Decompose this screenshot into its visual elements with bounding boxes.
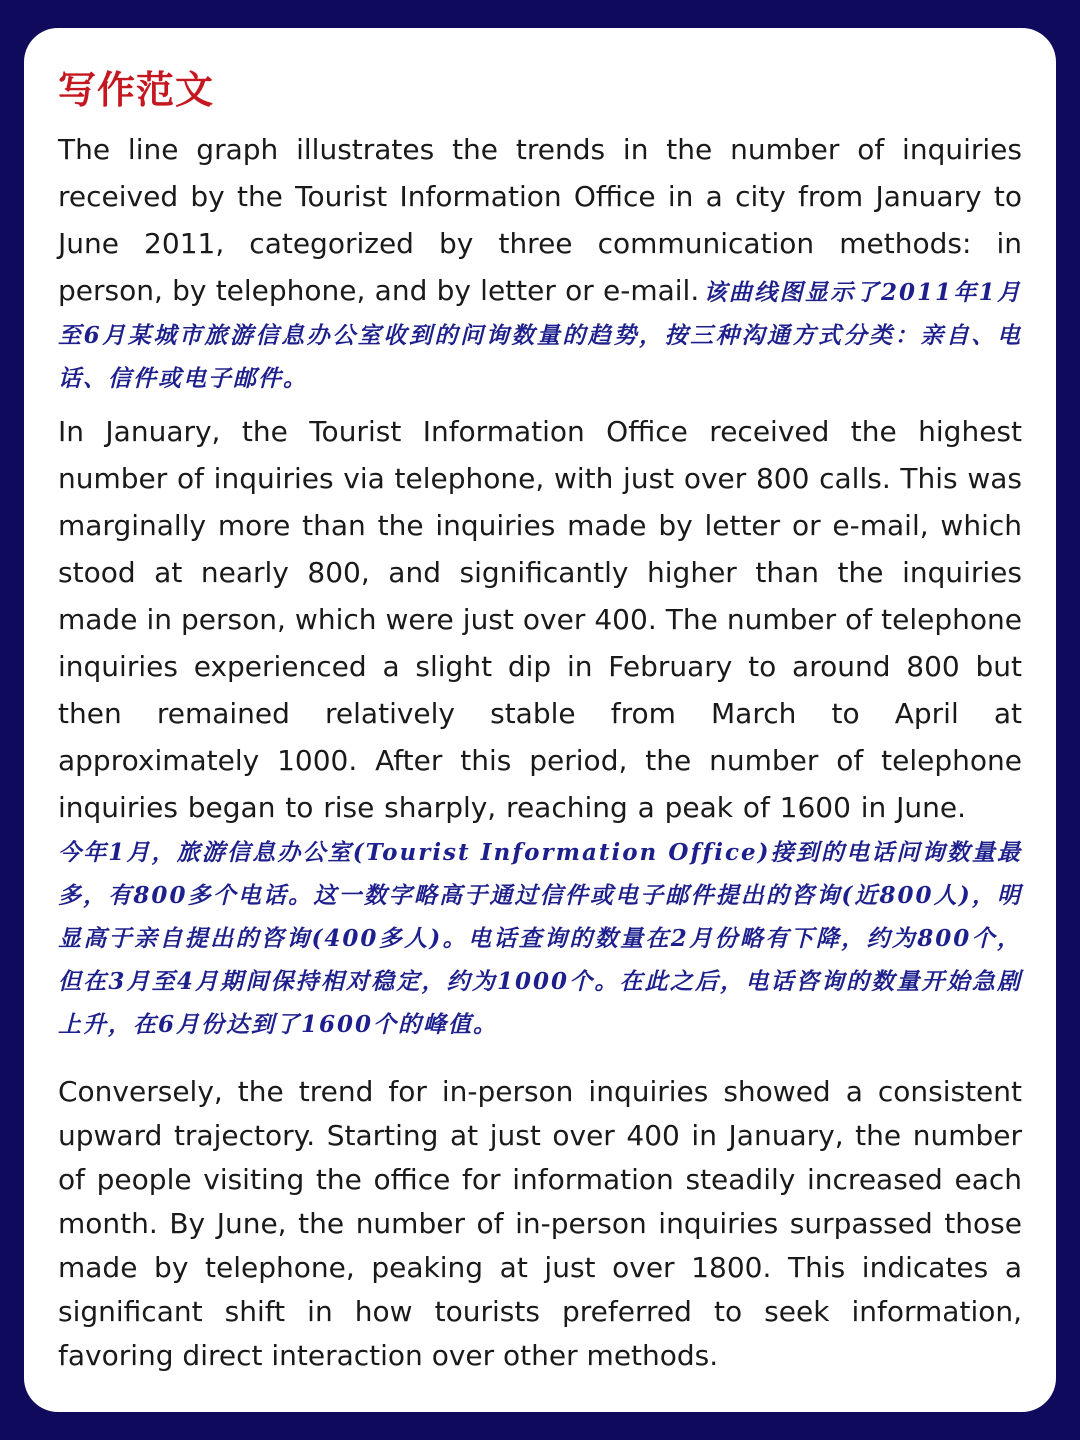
essay-card	[24, 28, 1056, 1412]
paragraph-telephone-english: In January, the Tourist Information Office received the highest number of inquiries via telephone, with just over 800 calls. This was marginally more than the inquiries made by letter or e-mail, which stood at nearly 800, and significantly higher than the inquiries made in person, which were just over 400. The number of telephone inquiries experienced a slight dip in February to around 800 but then remained relatively stable from March to April at approximately 1000. After this period, the number of telephone inquiries began to rise sharply, reaching a peak of 1600 in June.	[58, 415, 1022, 824]
paragraph-intro-english: The line graph illustrates the trends in the number of inquiries received by the Tourist Information Office in a city from January to June 2011, categorized by three communication methods: in person, by telephone, and by letter or e-mail.	[58, 133, 1022, 307]
paragraph-telephone	[58, 410, 1022, 1048]
page-title: 写作范文	[58, 68, 215, 112]
paragraph-telephone-chinese: 今年1月，旅游信息办公室(Tourist Information Office)接到的电话问询数量最多，有800多个电话。这一数字略高于通过信件或电子邮件提出的咨询(近800人)，明显高于亲自提出的咨询(400多人)。电话查询的数量在2月份略有下降，约为800个，但在3月至4月期间保持相对稳定，约为1000个。在此之后，电话咨询的数量开始急剧上升，在6月份达到了1600个的峰值。	[58, 839, 1022, 1038]
paragraph-intro	[58, 128, 1022, 402]
paragraph-in-person: Conversely, the trend for in-person inquiries showed a consistent upward trajectory. Starting at just over 400 in January, the number of people visiting the office for information steadily increased each month. By June, the number of in-person inquiries surpassed those made by telephone, peaking at just over 1800. This indicates a significant shift in how tourists preferred to seek information, favoring direct interaction over other methods.	[58, 1075, 1022, 1372]
paragraph-intro-chinese: 该曲线图显示了2011年1月至6月某城市旅游信息办公室收到的问询数量的趋势，按三种沟通方式分类：亲自、电话、信件或电子邮件。	[58, 279, 1022, 392]
